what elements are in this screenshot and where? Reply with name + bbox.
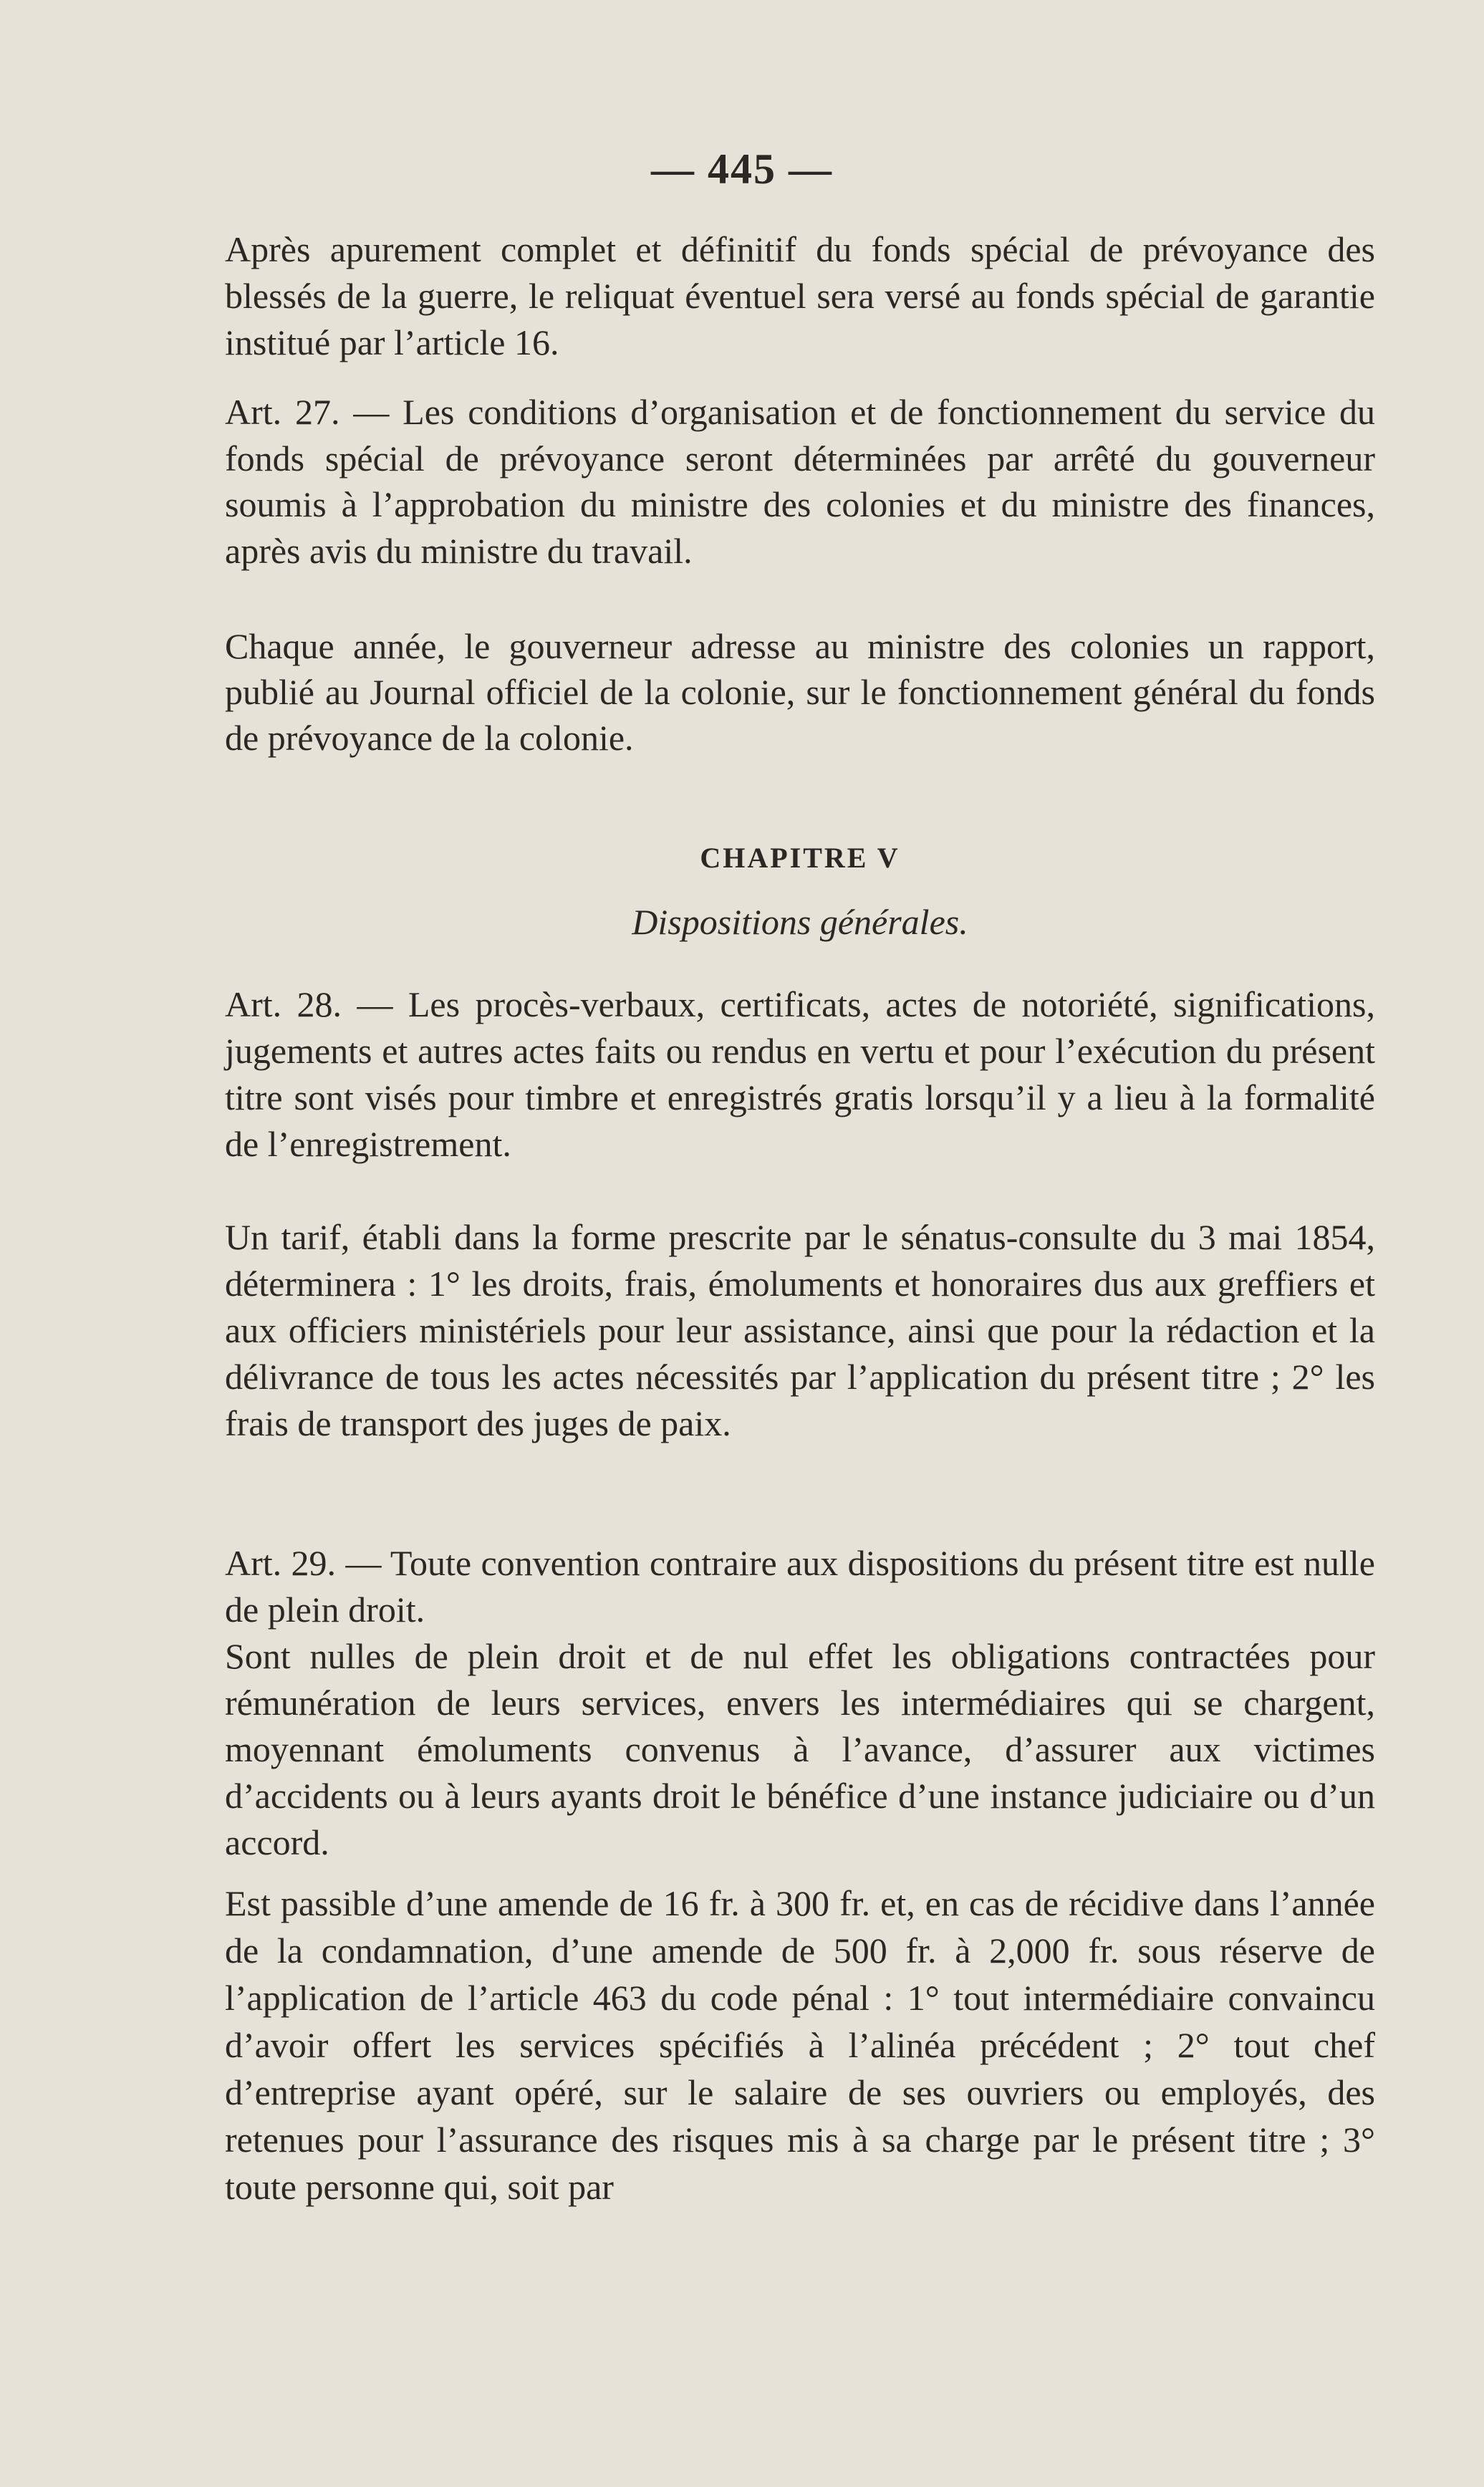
paragraph-art-29 — [225, 1540, 1375, 1633]
paragraph-text: Art. 28. — Les procès-verbaux, certificats, actes de notoriété, significations, jugements et autres actes faits ou rendus en vertu et pour l’exécution du présent titre sont visés pour timbre et enregistrés gratis lorsqu’il y a lieu à la formalité de l’enregistrement. — [225, 984, 1375, 1164]
paragraph-text: Est passible d’une amende de 16 fr. à 300 fr. et, en cas de récidive dans l’année de la condamnation, d’une amende de 500 fr. à 2,000 fr. sous réserve de l’application de l’article 463 du code pénal : 1° tout intermédiaire convaincu d’avoir offert les services spécifiés à l’alinéa précédent ; 2° tout chef d’entreprise ayant opéré, sur le salaire de ses ouvriers ou employés, des retenues pour l’assurance des risques mis à sa charge par le présent titre ; 3° toute personne qui, soit par — [225, 1883, 1375, 2207]
section-heading: Dispositions générales. — [632, 902, 968, 942]
paragraph-art-28 — [225, 981, 1375, 1168]
page-number: — 445 — — [651, 145, 833, 193]
paragraph-text: Art. 27. — Les conditions d’organisation et de fonctionnement du service du fonds spécial de prévoyance seront déterminées par arrêté du gouverneur soumis à l’approbation du ministre des colonies et du ministre des finances, après avis du ministre du travail. — [225, 392, 1375, 571]
chapter-heading: CHAPITRE V — [700, 842, 900, 874]
paragraph-art-27 — [225, 389, 1375, 574]
paragraph-tarif — [225, 1214, 1375, 1447]
paragraph-text: Sont nulles de plein droit et de nul effet les obligations contractées pour rémunération de leurs services, envers les intermédiaires qui se chargent, moyennant émoluments convenus à l’avance, d’assurer aux victimes d’accidents ou à leurs ayants droit le bénéfice d’une instance judiciaire ou d’un accord. — [225, 1636, 1375, 1862]
paragraph-rapport-annuel — [225, 623, 1375, 761]
paragraph-reliquat — [225, 226, 1375, 366]
paragraph-amende — [225, 1880, 1375, 2211]
paragraph-text: Chaque année, le gouverneur adresse au ministre des colonies un rapport, publié au Journal officiel de la colonie, sur le fonctionnement général du fonds de prévoyance de la colonie. — [225, 626, 1375, 758]
paragraph-text: Après apurement complet et définitif du fonds spécial de prévoyance des blessés de la guerre, le reliquat éventuel sera versé au fonds spécial de garantie institué par l’article 16. — [225, 229, 1375, 362]
paragraph-text: Art. 29. — Toute convention contraire aux dispositions du présent titre est nulle de plein droit. — [225, 1543, 1375, 1630]
paragraph-text: Un tarif, établi dans la forme prescrite par le sénatus-consulte du 3 mai 1854, déterminera : 1° les droits, frais, émoluments et honoraires dus aux greffiers et aux officiers ministériels pour leur assistance, ainsi que pour la rédaction et la délivrance de tous les actes nécessités par l’application du présent titre ; 2° les frais de transport des juges de paix. — [225, 1217, 1375, 1443]
paragraph-intermediaires — [225, 1633, 1375, 1866]
